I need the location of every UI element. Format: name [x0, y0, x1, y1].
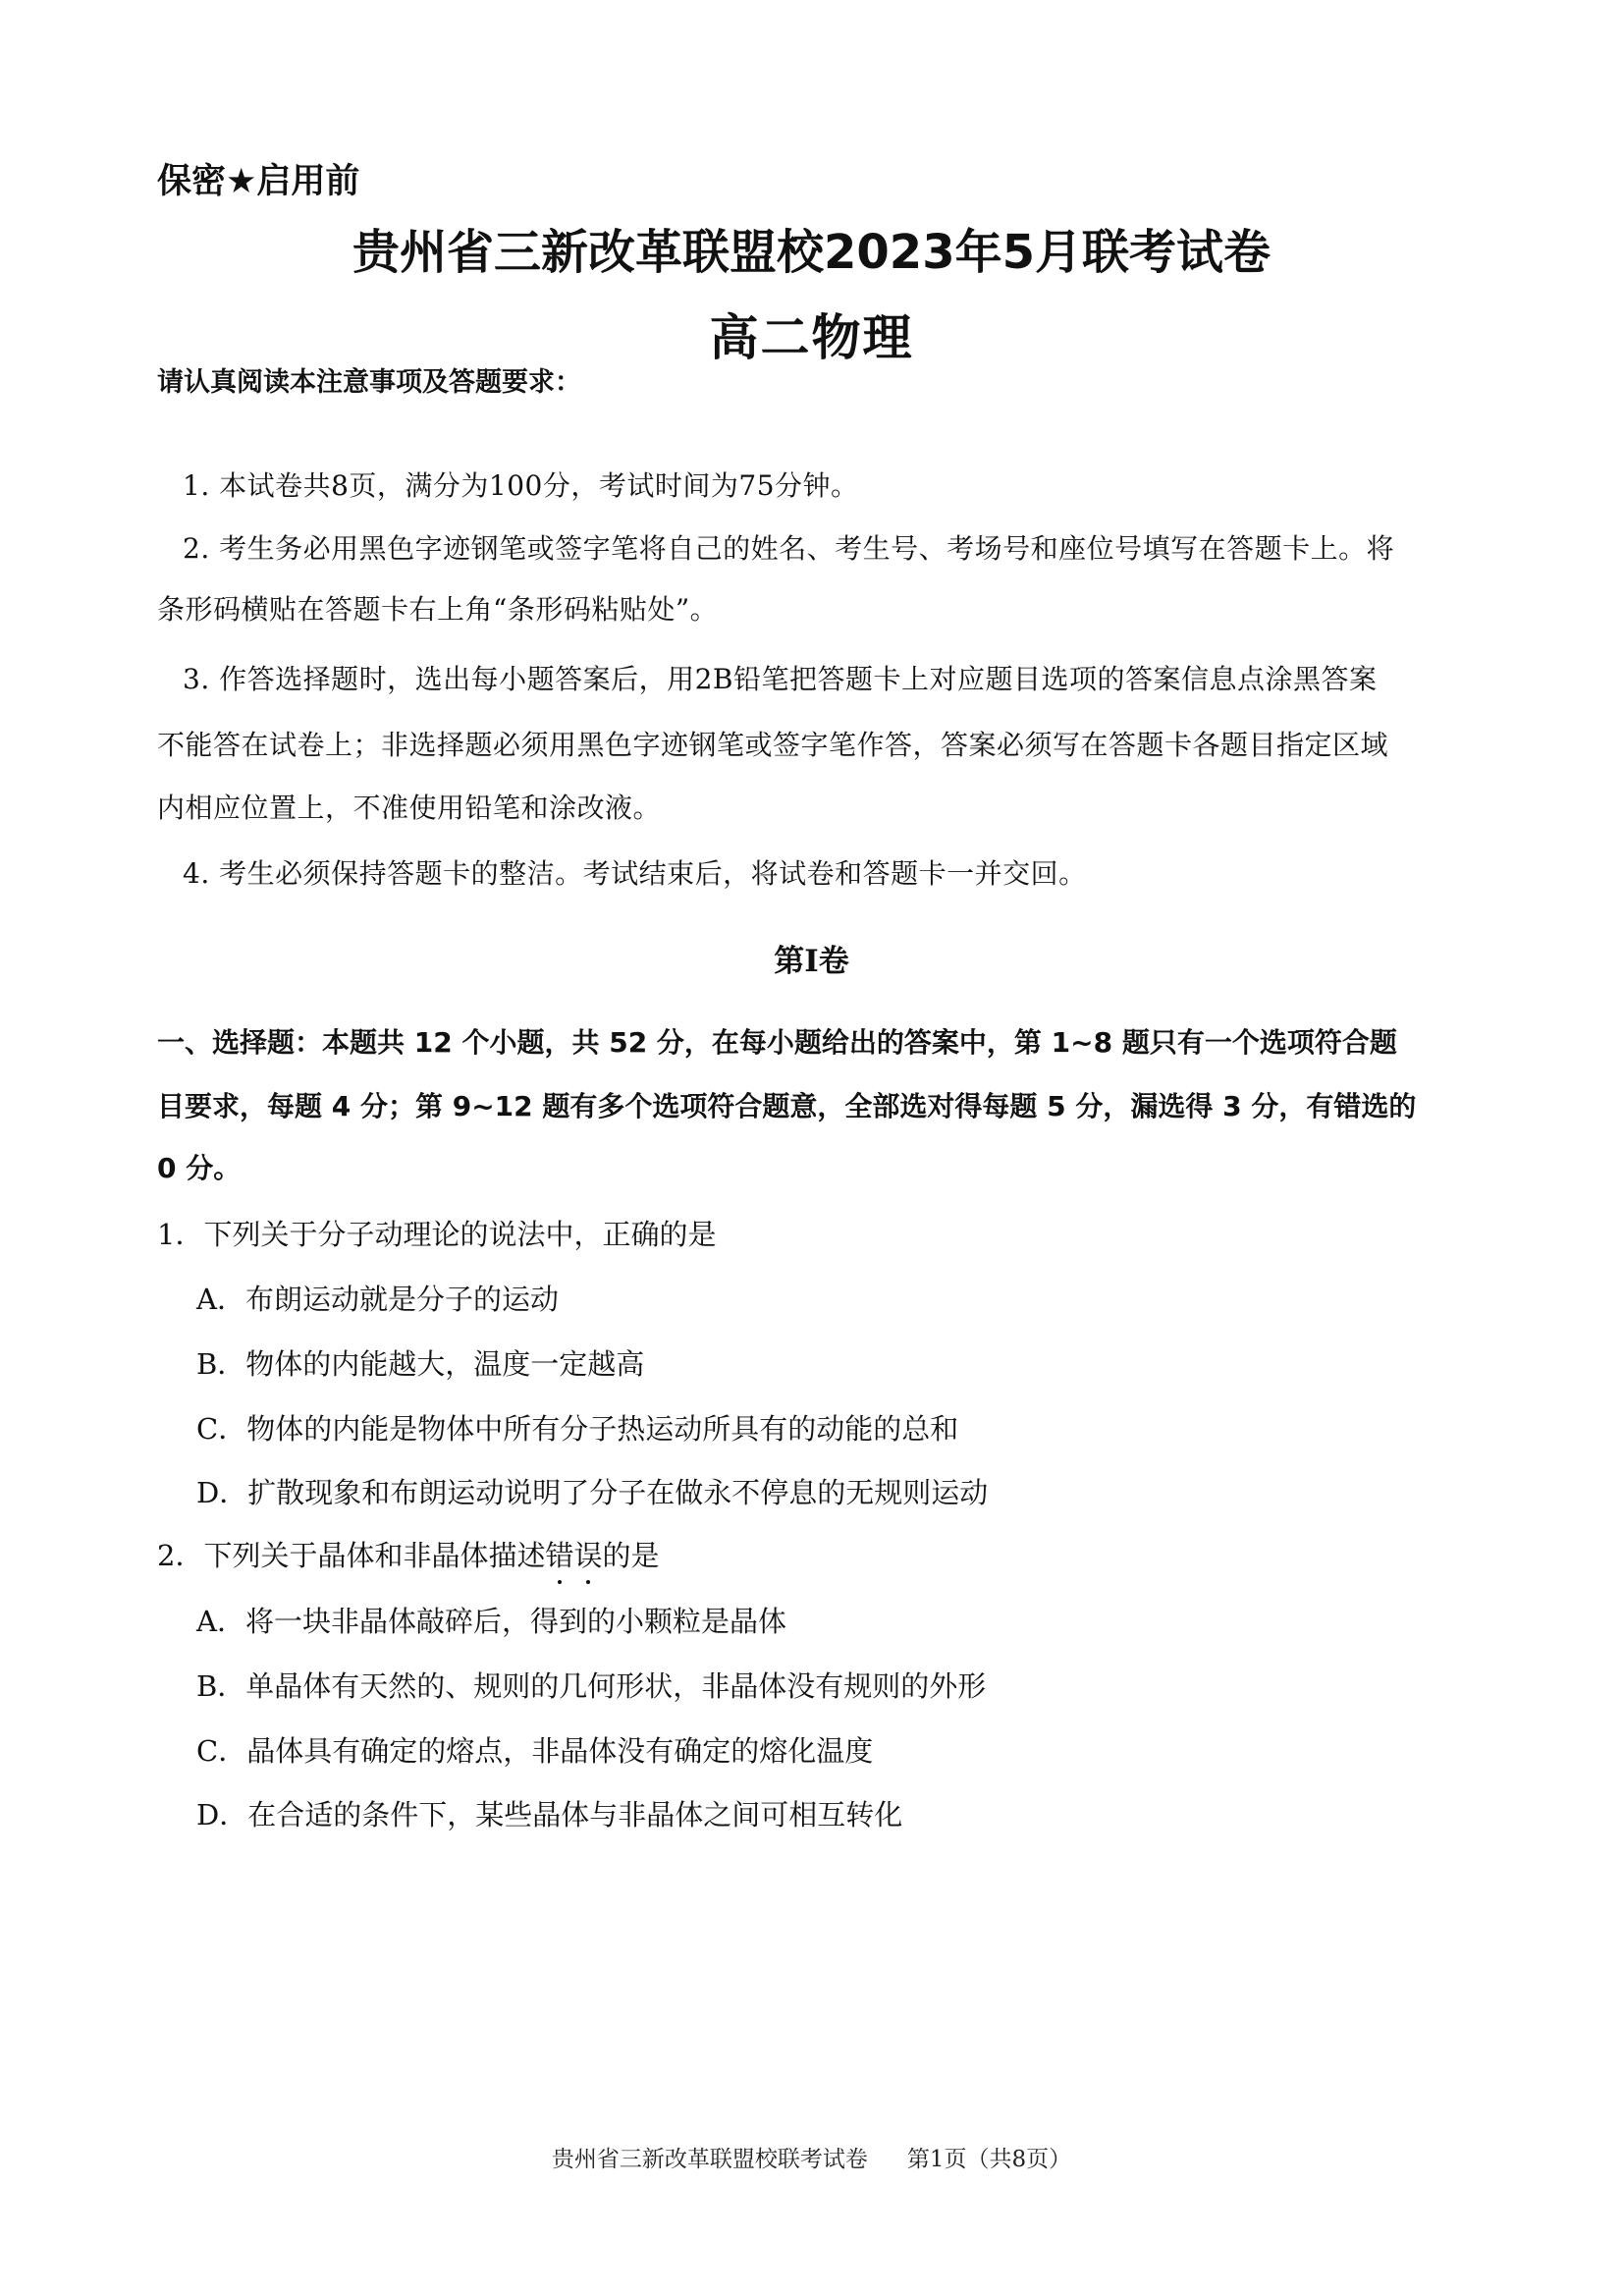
- question-2-stem-text: 2．下列关于晶体和非晶体描述: [157, 1539, 546, 1572]
- question-2-option-a: A．将一块非晶体敲碎后，得到的小颗粒是晶体: [196, 1605, 786, 1638]
- footer-exam-name: 贵州省三新改革联盟校联考试卷: [551, 2147, 868, 2172]
- subject-title: 高二物理: [709, 309, 914, 366]
- instructions-heading: 请认真阅读本注意事项及答题要求：: [157, 367, 581, 398]
- section-description: 0 分。: [157, 1152, 242, 1184]
- confidential-label: 保密★启用前: [157, 162, 360, 201]
- instruction-line: 条形码横贴在答题卡右上角“条形码粘贴处”。: [157, 593, 719, 626]
- instruction-line: 3. 作答选择题时，选出每小题答案后，用2B铅笔把答题卡上对应题目选项的答案信息点涂黑答案: [183, 663, 1378, 695]
- emphasis-mark: 错: [545, 1534, 573, 1574]
- section-description: 一、选择题：本题共 12 个小题，共 52 分，在每小题给出的答案中，第 1~8 题只有一个选项符合题: [157, 1026, 1397, 1059]
- exam-title: 贵州省三新改革联盟校2023年5月联考试卷: [352, 225, 1271, 280]
- instruction-line: 不能答在试卷上；非选择题必须用黑色字迹钢笔或签字笔作答，答案必须写在答题卡各题目指定区域: [157, 729, 1389, 761]
- page-footer: [0, 2141, 1623, 2173]
- emphasis-mark: 误: [573, 1534, 602, 1574]
- instruction-line: 2. 考生务必用黑色字迹钢笔或签字笔将自己的姓名、考生号、考场号和座位号填写在答题卡上。将: [183, 532, 1395, 565]
- instruction-line: 内相应位置上，不准使用铅笔和涂改液。: [157, 792, 662, 824]
- question-1-option-c: C．物体的内能是物体中所有分子热运动所具有的动能的总和: [196, 1412, 959, 1446]
- question-1-option-b: B．物体的内能越大，温度一定越高: [196, 1347, 645, 1381]
- instruction-line: 1. 本试卷共8页，满分为100分，考试时间为75分钟。: [183, 469, 859, 502]
- question-1-option-d: D．扩散现象和布朗运动说明了分子在做永不停息的无规则运动: [196, 1476, 989, 1509]
- instruction-line: 4. 考生必须保持答题卡的整洁。考试结束后，将试卷和答题卡一并交回。: [183, 857, 1087, 890]
- footer-page-number: 第1页（共8页）: [906, 2147, 1072, 2172]
- question-1-stem: 1．下列关于分子动理论的说法中，正确的是: [157, 1218, 717, 1251]
- question-2-stem: [157, 1534, 660, 1574]
- question-1-option-a: A．布朗运动就是分子的运动: [196, 1283, 559, 1316]
- question-2-option-b: B．单晶体有天然的、规则的几何形状，非晶体没有规则的外形: [196, 1669, 987, 1703]
- question-2-option-c: C．晶体具有确定的熔点，非晶体没有确定的熔化温度: [196, 1734, 874, 1768]
- volume-label: 第I卷: [774, 944, 849, 979]
- question-2-option-d: D．在合适的条件下，某些晶体与非晶体之间可相互转化: [196, 1798, 903, 1831]
- question-2-stem-text: 的是: [602, 1539, 660, 1572]
- section-description: 目要求，每题 4 分；第 9~12 题有多个选项符合题意，全部选对得每题 5 分，漏选得 3 分，有错选的: [157, 1090, 1417, 1122]
